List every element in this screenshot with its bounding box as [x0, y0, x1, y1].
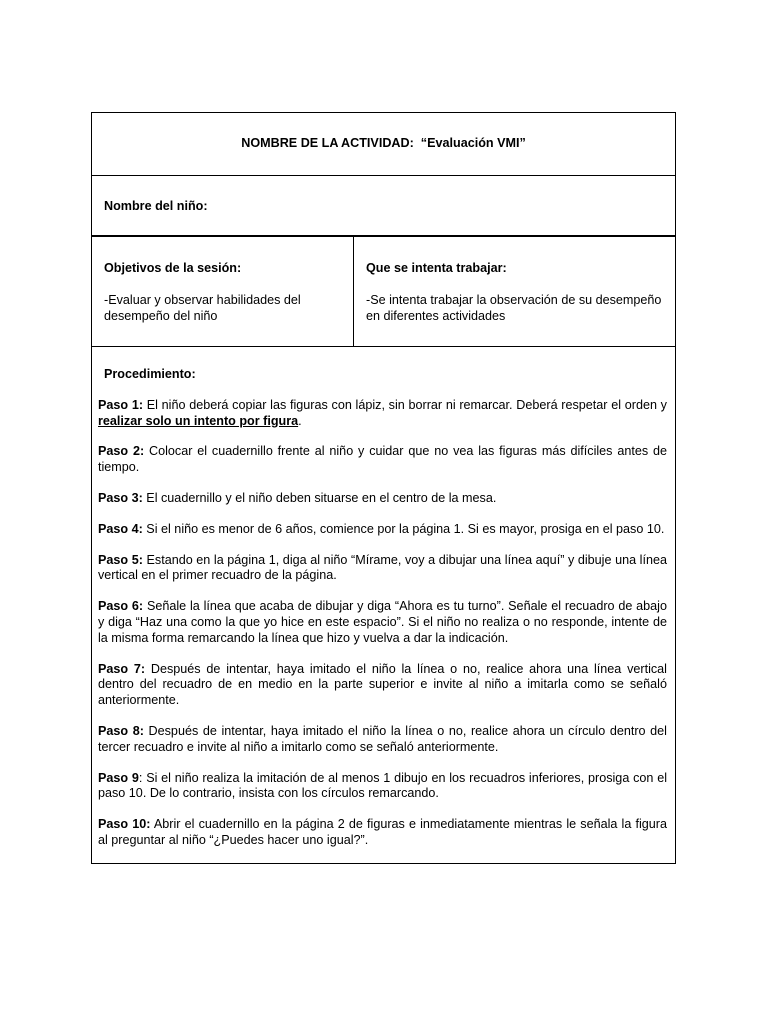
procedure-heading: Procedimiento:	[104, 367, 196, 381]
procedure-step-6	[98, 599, 667, 646]
objectives-row	[92, 237, 675, 347]
step-text: Si el niño es menor de 6 años, comience por la página 1. Si es mayor, prosiga en el paso 10.	[142, 521, 665, 536]
step-text: Señale la línea que acaba de dibujar y diga “Ahora es tu turno”. Señale el recuadro de abajo y diga “Haz una como la que yo hice en este espacio”. Si el niño no realiza o no responde, intente de la misma forma remarcando la línea que hizo y vuelva a dar la indicación.	[98, 599, 667, 645]
activity-label: NOMBRE DE LA ACTIVIDAD:	[241, 136, 414, 150]
procedure-step-4	[98, 522, 667, 538]
procedure-step-10	[98, 817, 667, 849]
procedure-step-3	[98, 491, 667, 507]
objectives-cell	[92, 237, 354, 346]
work-cell	[354, 237, 675, 346]
work-heading: Que se intenta trabajar:	[366, 261, 507, 275]
step-label: Paso 2:	[98, 444, 145, 459]
objectives-heading: Objetivos de la sesión:	[104, 261, 242, 275]
work-text: -Se intenta trabajar la observación de su desempeño en diferentes actividades	[366, 293, 662, 323]
activity-form	[91, 112, 676, 864]
step-text: Colocar el cuadernillo frente al niño y cuidar que no vea las figuras más difíciles antes de tiempo.	[98, 444, 667, 475]
step-emphasis: realizar solo un intento por figura	[98, 413, 299, 428]
activity-title-row	[92, 113, 675, 176]
step-label: Paso 9	[98, 770, 139, 785]
step-text: : Si el niño realiza la imitación de al menos 1 dibujo en los recuadros inferiores, prosiga con el paso 10. De lo contrario, insista con los círculos remarcando.	[98, 770, 667, 801]
step-text: Abrir el cuadernillo en la página 2 de figuras e inmediatamente mientras le señala la figura al preguntar al niño “¿Puedes hacer uno igual?”.	[98, 817, 667, 847]
step-text: Después de intentar, haya imitado el niño la línea o no, realice ahora un círculo dentro del tercer recuadro e invite al niño a imitarlo como se señaló anteriormente.	[98, 723, 667, 754]
step-label: Paso 5:	[98, 552, 143, 567]
procedure-section	[92, 347, 675, 863]
step-text: El cuadernillo y el niño deben situarse en el centro de la mesa.	[142, 490, 497, 505]
objectives-text: -Evaluar y observar habilidades del desempeño del niño	[104, 293, 301, 323]
procedure-step-5	[98, 553, 667, 585]
step-text: Después de intentar, haya imitado el niño la línea o no, realice ahora una línea vertical dentro del recuadro de en medio en la parte superior e invite al niño a imitarla como se señaló anteriormente.	[98, 661, 667, 708]
step-label: Paso 3:	[98, 490, 143, 505]
procedure-step-9	[98, 771, 667, 803]
step-text: El niño deberá copiar las figuras con lápiz, sin borrar ni remarcar. Deberá respetar el orden y	[143, 397, 667, 412]
step-text: Estando en la página 1, diga al niño “Mírame, voy a dibujar una línea aquí” y dibuje una línea vertical en el primer recuadro de la página.	[98, 552, 667, 583]
procedure-step-2	[98, 444, 667, 476]
child-name-row	[92, 176, 675, 237]
procedure-step-1	[98, 398, 667, 430]
procedure-step-7	[98, 662, 667, 709]
procedure-step-8	[98, 724, 667, 756]
step-label: Paso 7:	[98, 661, 146, 676]
step-label: Paso 4:	[98, 521, 143, 536]
step-label: Paso 8:	[98, 723, 144, 738]
step-label: Paso 10:	[98, 817, 151, 832]
step-label: Paso 1:	[98, 397, 144, 412]
step-tail: .	[298, 413, 302, 428]
step-label: Paso 6:	[98, 599, 144, 614]
activity-name: “Evaluación VMI”	[420, 136, 526, 150]
child-name-label: Nombre del niño:	[104, 198, 208, 213]
